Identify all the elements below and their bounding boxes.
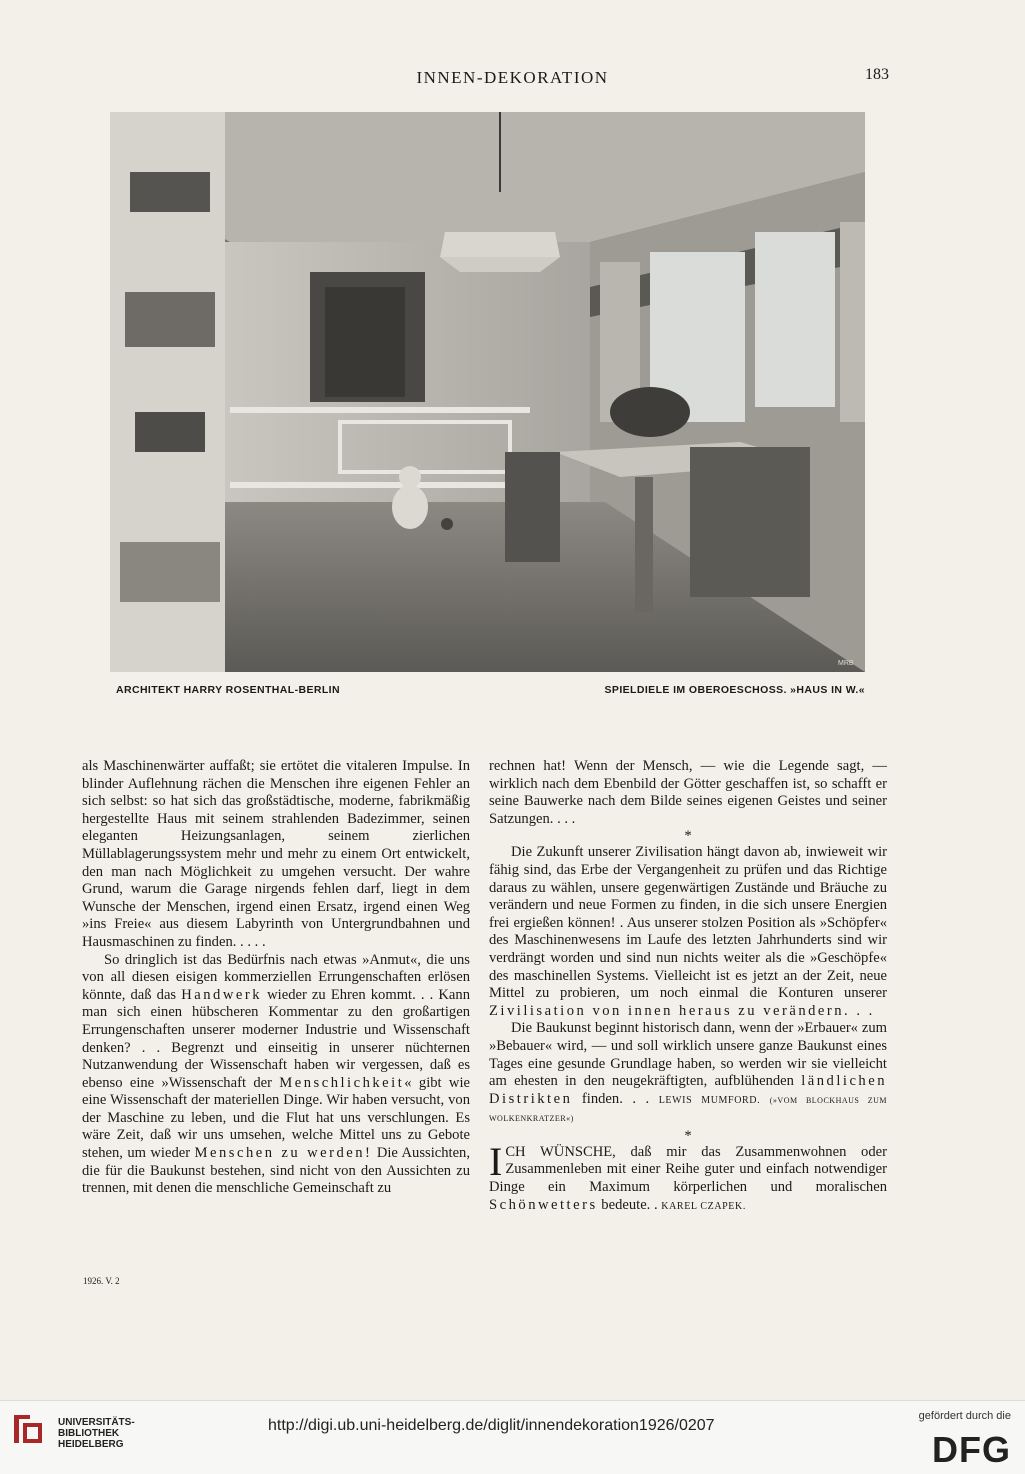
library-name-line: UNIVERSITÄTS-: [58, 1417, 135, 1428]
section-star: *: [684, 828, 692, 845]
text-run: « gibt wie eine Wissenschaft der materiellen Dinge. Wir haben versucht, von der Maschine zu leben, und die Flut hat uns verschlungen. Es wäre Zeit, daß wir uns umsehen, welche Mittel uns zu Gebote stehen, um wieder: [82, 1074, 470, 1162]
text-run: Die Aussichten, die für die Baukunst bestehen, sind nicht von den Aussichten zu trennen, mit denen die menschliche Gemeinschaft zu: [82, 1145, 471, 1197]
funded-by-label: gefördert durch die: [918, 1410, 1011, 1422]
author-czapek: KAREL CZAPEK.: [661, 1200, 746, 1212]
volume-mark: 1926. V. 2: [83, 1276, 120, 1286]
paragraph: [489, 1138, 887, 1215]
paragraph: rechnen hat! Wenn der Mensch, — wie die Legende sagt, — wirklich nach dem Ebenbild der Götter geschaffen ist, so schafft er seine Bauwerke nach dem Bilde seines eigenen Geistes und seiner Satzungen. . . .: [489, 758, 887, 827]
emphasis-handwerk: Handwerk: [181, 986, 263, 1003]
emphasis-zivilisation: Zivilisation von innen heraus zu verändern. . .: [489, 1002, 875, 1019]
emphasis-menschlichkeit: Menschlichkeit: [279, 1074, 405, 1091]
paragraph: [82, 952, 470, 1198]
dfg-logo: DFG: [932, 1429, 1011, 1470]
text-column-left: [82, 758, 470, 1198]
text-run: bedeute. .: [601, 1196, 658, 1213]
text-column-right: [489, 758, 887, 1215]
permalink-url[interactable]: http://digi.ub.uni-heidelberg.de/diglit/innendekoration1926/0207: [268, 1417, 715, 1434]
emphasis-schoenwetters: Schönwetters: [489, 1196, 598, 1213]
university-library-logo-icon: [10, 1411, 46, 1447]
section-star: *: [684, 1127, 692, 1144]
running-title: INNEN-DEKORATION: [416, 68, 609, 87]
viewer-footer-bar: [0, 1400, 1025, 1474]
text-run: Die Zukunft unserer Zivilisation hängt davon ab, inwieweit wir fähig sind, das Erbe der Vergangenheit zu prüfen und das Richtige daraus zu wählen, unsere gegenwärtigen Zustände und Bräuche zu verändern und neue Formen zu finden, in die sich unsere Energien frei ergießen können! . Aus unserer stolzen Position als »Schöpfer« des Maschinenwesens im Laufe des letzten Jahrhunderts sind wir verdrängt worden und sind nun nichts weiter als die »Geschöpfe« des maschinellen Systems. Vielleicht ist es jetzt an der Zeit, neue Mittel zu probieren, um noch einmal die Konturen unserer: [489, 844, 887, 1002]
text-run: finden. . .: [581, 1090, 650, 1107]
caption-architect: ARCHITEKT HARRY ROSENTHAL-BERLIN: [116, 684, 340, 696]
text-run: CH WÜNSCHE, daß mir das Zusammenwohnen oder Zusammenleben mit einer Reihe guter und einfach notwendiger Dinge ein Maximum körperlichen und moralischen: [489, 1143, 887, 1196]
library-name: [58, 1417, 135, 1450]
emphasis-menschen: Menschen zu werden!: [194, 1145, 373, 1162]
text-run: Die Baukunst beginnt historisch dann, wenn der »Erbauer« zum »Bebauer« wird, — und soll wirklich unsere ganze Baukunst eines Tages eine gesunde Grundlage haben, so werden wir sie vielleicht am ehesten in den neugekräftigten, aufblühenden: [489, 1020, 887, 1090]
page-number: 183: [865, 66, 889, 83]
paragraph: als Maschinenwärter auffaßt; sie ertötet die vitaleren Impulse. In blinder Auflehnung rächen die Menschen ihre eigenen Fehler an sich selbst: so hat sich das großstädtische, moderne, fabrikmäßig hergestellte Haus mit seinem strahlenden Badezimmer, seinen eleganten Heizungsanlagen, seinem zierlichen Müllablagerungssystem mehr und mehr zu einem Ort entwickelt, den man nach Möglichkeit zu umgehen versucht. Der wahre Grund, warum die Garage nirgends fehlen darf, liegt in dem Wunsche der Menschen, irgend einen Ersatz, irgend einen Weg »ins Freie« aus diesem Labyrinth von Untergrundbahnen und Hausmaschinen zu finden. . . . .: [82, 758, 470, 950]
library-name-line: HEIDELBERG: [58, 1439, 124, 1450]
drop-cap: I: [489, 1138, 503, 1184]
author-mumford: LEWIS MUMFORD.: [658, 1094, 761, 1106]
interior-photo-drawing: [110, 112, 865, 672]
library-name-line: BIBLIOTHEK: [58, 1428, 120, 1439]
source-mumford: (»VOM BLOCKHAUS ZUM WOLKENKRATZER«): [489, 1095, 887, 1124]
paragraph: [489, 1020, 887, 1128]
interior-photograph: [110, 112, 865, 672]
photo-monogram: MRB: [838, 660, 854, 667]
emphasis-distrikten: ländlichen Distrikten: [489, 1073, 887, 1107]
paragraph: [489, 844, 887, 1020]
text-run: wieder zu Ehren kommt. . . Kann man sich einen hübscheren Kommentar zu den großartigen Errungenschaften unserer moderner Industrie und Wissenschaft denken? . . Begrenzt und einseitig in unserer nüchternen Nutzanwendung der Wissenschaft haben wir vergessen, daß es ebenso eine »Wissenschaft der: [82, 986, 470, 1091]
caption-title: SPIELDIELE IM OBEROESCHOSS. »HAUS IN W.«: [604, 684, 865, 696]
text-run: So dringlich ist das Bedürfnis nach etwas »Anmut«, die uns von all diesen eisigen kommerziellen Errungenschaften erlösen könnte, daß das: [82, 951, 470, 1003]
